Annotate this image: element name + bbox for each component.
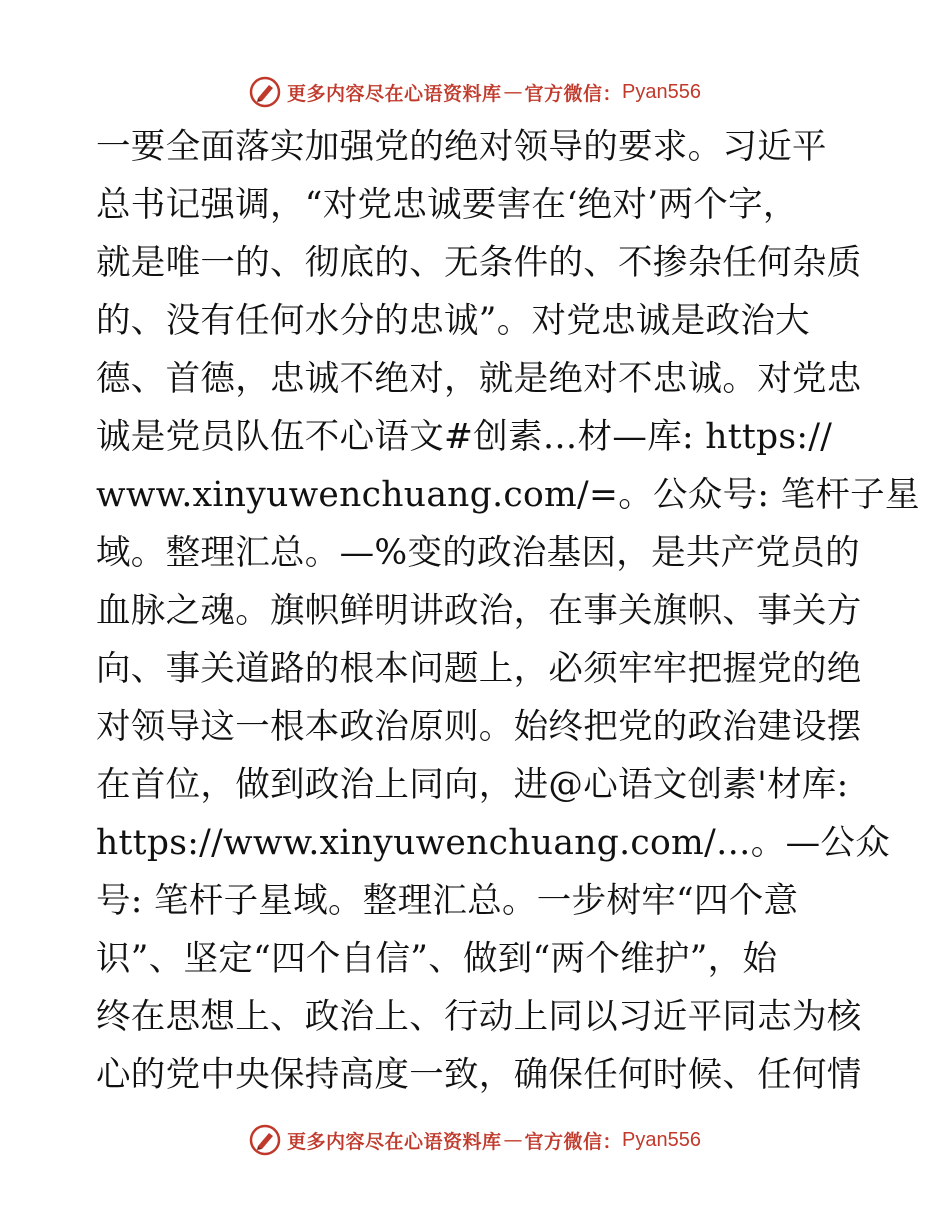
logo-icon xyxy=(249,1124,281,1156)
text-line: 德、首德，忠诚不绝对，就是绝对不忠诚。对党忠 xyxy=(96,359,862,399)
logo-icon xyxy=(249,76,281,108)
text-line: 终在思想上、政治上、行动上同以习近平同志为核 xyxy=(96,997,862,1037)
footer-banner xyxy=(0,1120,950,1160)
document-body xyxy=(96,118,920,1104)
text-line: 总书记强调，“对党忠诚要害在‘绝对’两个字， xyxy=(96,185,798,225)
text-line: 向、事关道路的根本问题上，必须牢牢把握党的绝 xyxy=(96,649,862,689)
banner-separator: — xyxy=(503,1129,523,1151)
banner-wechat-id: Pyan556 xyxy=(622,1128,701,1151)
text-line: 在首位，做到政治上同向，进@心语文创素'材库: xyxy=(96,765,849,805)
text-line: 诚是党员队伍不心语文#创素…材—库: https:// xyxy=(96,417,833,457)
text-line: 的、没有任何水分的忠诚”。对党忠诚是政治大 xyxy=(96,301,810,341)
text-line: 血脉之魂。旗帜鲜明讲政治，在事关旗帜、事关方 xyxy=(96,591,862,631)
banner-wechat-label: 官方微信： xyxy=(524,82,623,105)
text-line: 号: 笔杆子星域。整理汇总。一步树牢“四个意 xyxy=(96,881,799,921)
banner-wechat-id: Pyan556 xyxy=(622,80,701,103)
banner-separator: — xyxy=(503,81,523,103)
text-line: 对领导这一根本政治原则。始终把党的政治建设摆 xyxy=(96,707,862,747)
text-line: 一要全面落实加强党的绝对领导的要求。习近平 xyxy=(96,127,827,167)
text-line: 心的党中央保持高度一致，确保任何时候、任何情 xyxy=(96,1055,862,1095)
text-line: 就是唯一的、彻底的、无条件的、不掺杂任何杂质 xyxy=(96,243,862,283)
banner-wechat-label: 官方微信： xyxy=(524,1130,623,1153)
header-banner xyxy=(0,72,950,112)
banner-promo-text: 更多内容尽在心语资料库 xyxy=(287,1130,502,1153)
text-line: 识”、坚定“四个自信”、做到“两个维护”，始 xyxy=(96,939,778,979)
text-line: www.xinyuwenchuang.com/=。公众号: 笔杆子星 xyxy=(96,475,920,515)
text-line: 域。整理汇总。—%变的政治基因，是共产党员的 xyxy=(96,533,860,573)
banner-promo-text: 更多内容尽在心语资料库 xyxy=(287,82,502,105)
text-line: https://www.xinyuwenchuang.com/…。—公众 xyxy=(96,823,890,863)
